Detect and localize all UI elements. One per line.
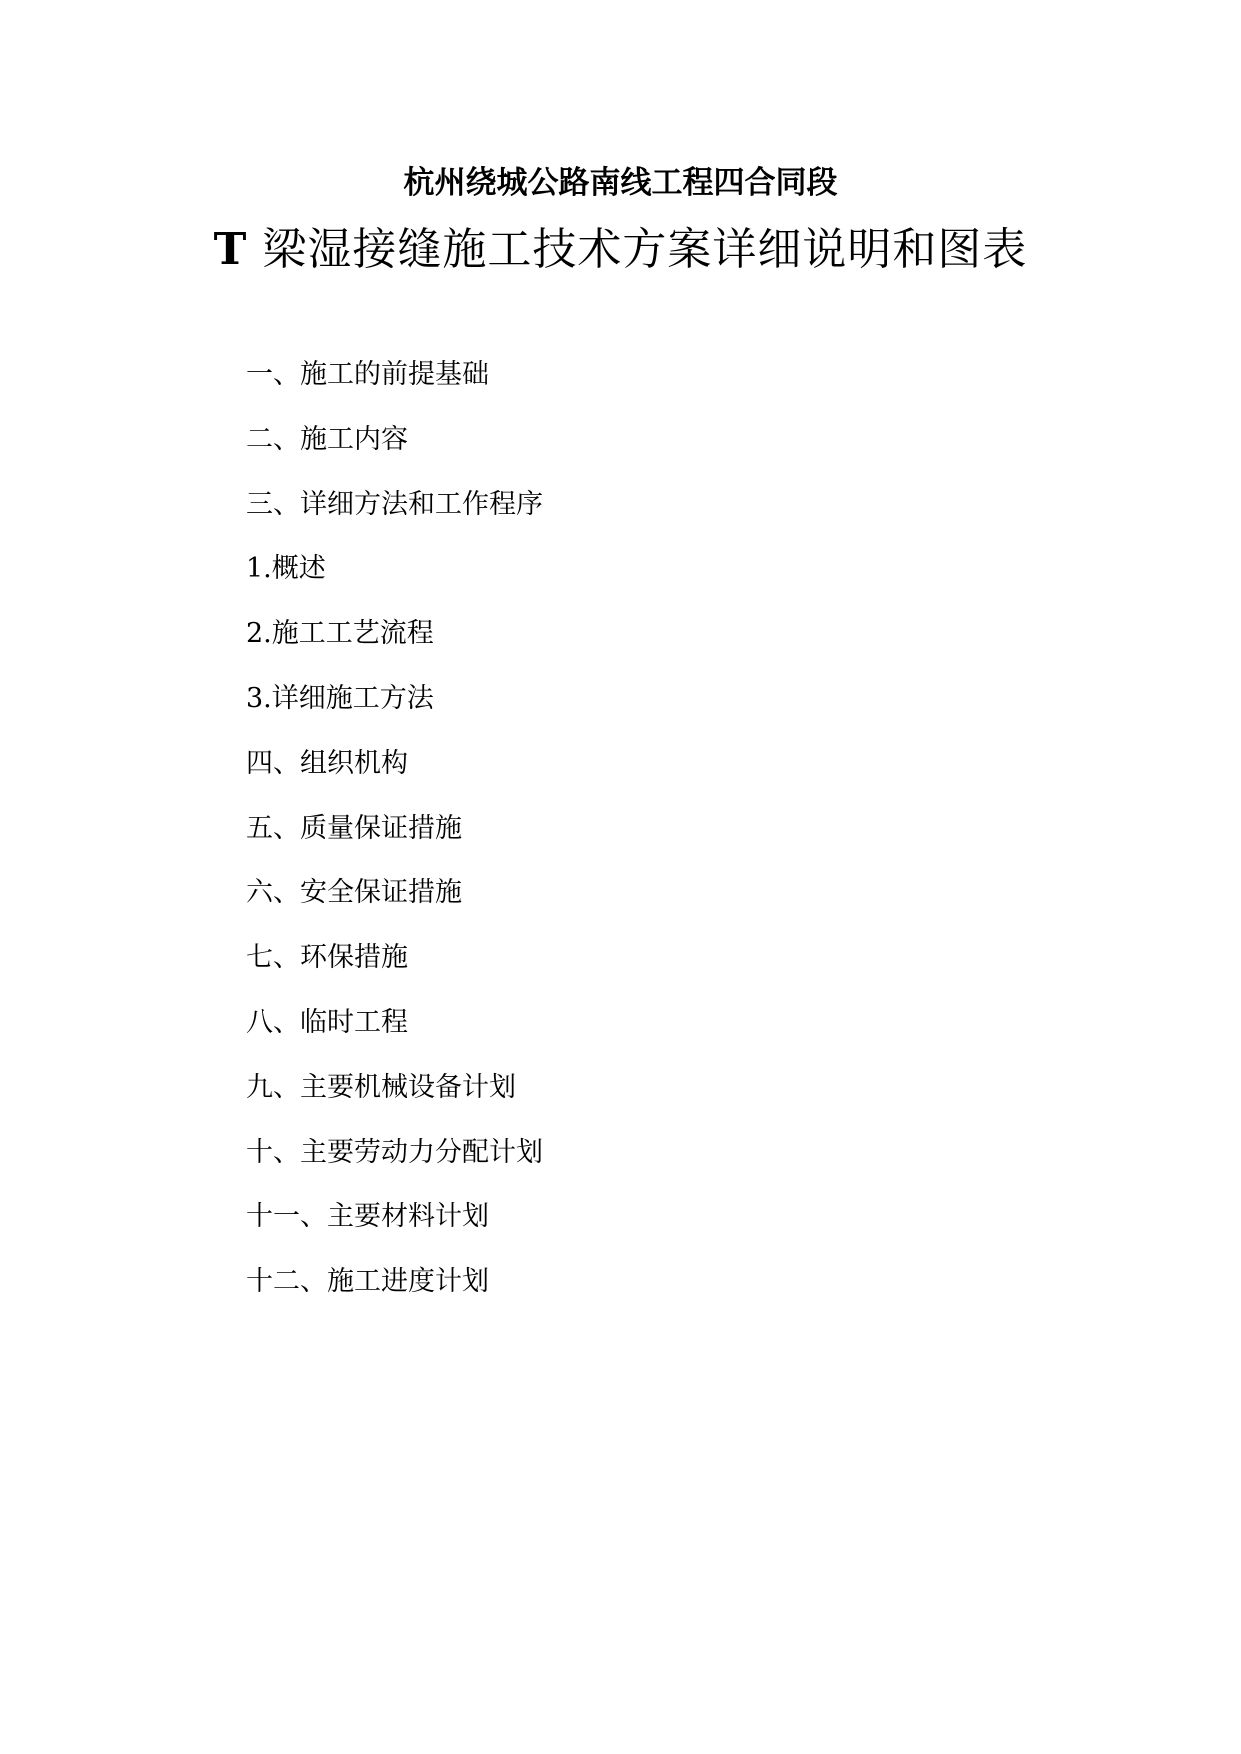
toc-item: 十一、主要材料计划 [246,1201,489,1233]
document-subtitle: 杭州绕城公路南线工程四合同段 [403,165,838,201]
document-title-lead: T [213,224,248,275]
toc-item: 九、主要机械设备计划 [246,1071,516,1103]
toc-item: 十、主要劳动力分配计划 [246,1136,543,1168]
document-title-rest: 梁湿接缝施工技术方案详细说明和图表 [247,224,1028,275]
toc-item: 三、详细方法和工作程序 [246,488,543,520]
toc-item: 二、施工内容 [246,423,408,455]
toc-item: 八、临时工程 [246,1006,408,1038]
toc-item: 十二、施工进度计划 [246,1266,489,1298]
toc-subitem: 1.概述 [246,553,326,585]
toc-subitem: 3.详细施工方法 [246,682,434,714]
toc-item: 六、安全保证措施 [246,877,462,909]
toc-item: 一、施工的前提基础 [246,359,489,390]
toc-subitem: 2.施工工艺流程 [246,618,434,650]
document-title [0,222,1241,278]
table-of-contents [246,355,543,1327]
toc-item: 七、环保措施 [246,942,408,974]
toc-item: 四、组织机构 [246,747,408,779]
toc-item: 五、质量保证措施 [246,812,462,844]
